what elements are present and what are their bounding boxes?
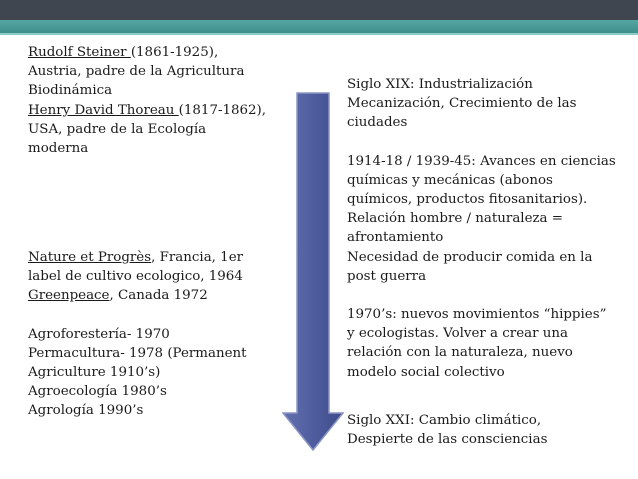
greenpeace-name: Greenpeace	[28, 288, 110, 304]
siglo19-line-2: Mecanización, Crecimiento de las	[347, 96, 577, 112]
thoreau-line-2: USA, padre de la Ecología	[28, 121, 207, 137]
spacer	[347, 133, 616, 152]
wars-line-6: Necesidad de producir comida en la	[347, 249, 593, 265]
steiner-line-2: Austria, padre de la Agricultura	[28, 64, 245, 80]
steiner-years: (1861-1925),	[130, 45, 219, 60]
left-bottom-text-block	[28, 248, 247, 421]
spacer	[28, 306, 247, 325]
s70-line-4: modelo social colectivo	[347, 364, 505, 380]
greenpeace-rest: , Canada 1972	[109, 288, 208, 304]
wars-line-1: 1914-18 / 1939-45: Avances en ciencias	[347, 153, 616, 169]
wars-line-3: químicos, productos fitosanitarios).	[347, 192, 588, 208]
agroecologia-line: Agroecología 1980’s	[28, 384, 167, 400]
permacultura-line-1: Permacultura- 1978 (Permanent	[28, 345, 247, 361]
header-accent-bar	[0, 20, 638, 33]
thoreau-name: Henry David Thoreau	[28, 102, 179, 118]
right-bottom-text-block	[347, 411, 547, 449]
header-bar	[0, 0, 638, 20]
nature-line-2: label de cultivo ecologico, 1964	[28, 269, 243, 285]
agroforesteria-line: Agroforestería- 1970	[28, 326, 170, 342]
wars-line-4: Relación hombre / naturaleza =	[347, 211, 564, 227]
s70-line-3: relación con la naturaleza, nuevo	[347, 345, 573, 361]
s21-line-1: Siglo XXI: Cambio climático,	[347, 413, 542, 428]
greenpeace-line	[28, 286, 247, 305]
nature-name: Nature et Progrès	[28, 250, 152, 265]
nature-line-1	[28, 248, 247, 267]
permacultura-line-2: Agriculture 1910’s)	[28, 365, 161, 381]
siglo19-line-3: ciudades	[347, 115, 408, 131]
s70-line-2: y ecologistas. Volver a crear una	[347, 326, 568, 342]
steiner-name: Rudolf Steiner	[28, 45, 131, 60]
nature-rest: , Francia, 1er	[151, 250, 244, 265]
s70-line-1: 1970’s: nuevos movimientos “hippies”	[347, 307, 607, 323]
siglo19-line-1: Siglo XIX: Industrialización	[347, 77, 533, 92]
agrologia-line: Agrología 1990’s	[28, 403, 144, 419]
wars-line-5: afrontamiento	[347, 230, 444, 246]
header-accent-line	[0, 33, 638, 35]
spacer	[347, 286, 616, 305]
thoreau-line-1	[28, 101, 266, 120]
thoreau-years: (1817-1862),	[178, 102, 267, 118]
left-top-text-block	[28, 43, 266, 158]
thoreau-line-3: moderna	[28, 141, 89, 157]
steiner-line-3: Biodinámica	[28, 83, 113, 99]
wars-line-7: post guerra	[347, 268, 427, 284]
wars-line-2: químicas y mecánicas (abonos	[347, 172, 553, 188]
timeline-down-arrow-icon	[282, 92, 344, 452]
steiner-line-1	[28, 43, 266, 62]
s21-line-2: Despierte de las consciencias	[347, 432, 548, 448]
right-text-block	[347, 75, 616, 382]
